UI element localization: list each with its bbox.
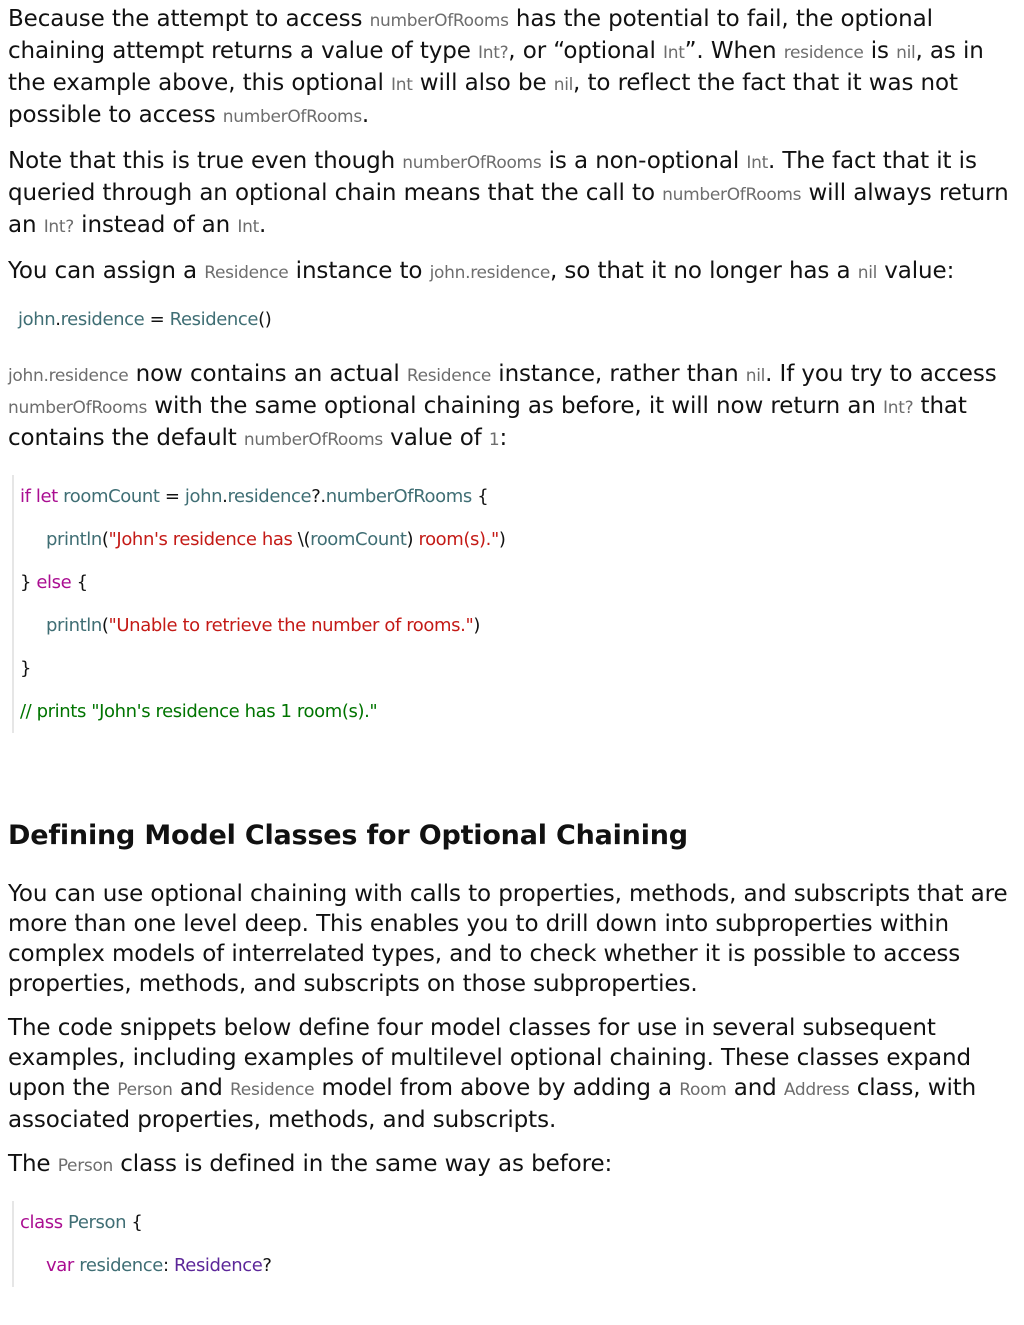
paragraph-assign-residence <box>8 256 1020 288</box>
code-block-assign <box>12 298 1020 341</box>
code-token: . <box>222 486 228 507</box>
code-token: Residence <box>169 309 259 330</box>
inline-code: Int? <box>478 43 509 63</box>
code-line <box>20 561 1020 604</box>
text: instead of an <box>73 212 238 238</box>
text: will also be <box>412 70 554 96</box>
code-token: residence <box>79 1255 163 1276</box>
text: value: <box>877 258 955 284</box>
code-line <box>20 647 1020 690</box>
text: and <box>172 1075 231 1101</box>
inline-code: nil <box>857 263 878 283</box>
inline-code: Address <box>783 1080 850 1100</box>
text: class, with associated properties, methods, and subscripts. <box>8 1075 977 1133</box>
text: has the potential to fail, the optional chaining attempt returns a value of type <box>8 6 933 64</box>
code-token: println <box>46 615 102 636</box>
code-token: ( <box>101 615 109 636</box>
inline-code: numberOfRooms <box>369 11 509 31</box>
code-token: () <box>258 309 272 330</box>
code-token: ? <box>262 1255 272 1276</box>
inline-code: john.residence <box>8 366 129 386</box>
code-token: : <box>162 1255 174 1276</box>
code-line <box>18 298 1020 341</box>
inline-code: Person <box>57 1156 114 1176</box>
inline-code: Int? <box>883 398 914 418</box>
code-token: \( <box>297 529 311 550</box>
code-token: "Unable to retrieve the number of rooms." <box>108 615 474 636</box>
code-token: if <box>20 486 31 507</box>
inline-code: nil <box>745 366 766 386</box>
code-token: ( <box>101 529 109 550</box>
inline-code: numberOfRooms <box>402 153 542 173</box>
text: . The fact that it is queried through an optional chain means that the call to <box>8 148 977 206</box>
inline-code: Room <box>679 1080 727 1100</box>
paragraph-now-contains <box>8 359 1020 455</box>
text: You can assign a <box>8 258 205 284</box>
code-token: { <box>126 1212 143 1233</box>
text: : <box>499 425 508 451</box>
inline-code: Residence <box>204 263 289 283</box>
text: , to reflect the fact that it was not possible to access <box>8 70 958 128</box>
text: now contains an actual <box>128 361 407 387</box>
text: will always return an <box>8 180 1009 238</box>
code-token: var <box>46 1255 74 1276</box>
code-token: roomCount <box>310 529 407 550</box>
inline-code: Int <box>746 153 768 173</box>
text: The <box>8 1151 58 1177</box>
text: ”. When <box>684 38 784 64</box>
code-token: } <box>20 572 37 593</box>
code-token: println <box>46 529 102 550</box>
text: that contains the default <box>8 393 967 451</box>
inline-code: numberOfRooms <box>243 430 383 450</box>
code-token: numberOfRooms <box>325 486 472 507</box>
text: . If you try to access <box>765 361 997 387</box>
text: instance to <box>288 258 430 284</box>
text: and <box>726 1075 784 1101</box>
code-token: room(s)." <box>413 529 499 550</box>
code-line <box>20 1244 1020 1287</box>
text: with the same optional chaining as before, it will now return an <box>147 393 884 419</box>
code-token: ) <box>498 529 506 550</box>
code-line <box>20 518 1020 561</box>
code-token: . <box>55 309 61 330</box>
inline-code: Int <box>391 75 413 95</box>
paragraph-person-class <box>8 1149 1020 1181</box>
text: Because the attempt to access <box>8 6 370 32</box>
text: model from above by adding a <box>314 1075 680 1101</box>
code-token: john <box>18 309 56 330</box>
text: is a non-optional <box>541 148 747 174</box>
code-token: residence <box>60 309 145 330</box>
inline-code: Residence <box>230 1080 315 1100</box>
code-token: residence <box>227 486 312 507</box>
code-token: ?. <box>311 486 326 507</box>
text: class is defined in the same way as before: <box>113 1151 613 1177</box>
inline-code: nil <box>553 75 574 95</box>
code-token: } <box>20 658 32 679</box>
inline-code: numberOfRooms <box>662 185 802 205</box>
inline-code: numberOfRooms <box>222 107 362 127</box>
code-token: "John's residence has <box>108 529 298 550</box>
inline-code: Int <box>663 43 685 63</box>
code-comment: // prints "John's residence has 1 room(s)." <box>20 701 378 722</box>
code-token: class <box>20 1212 63 1233</box>
code-token: john <box>184 486 223 507</box>
paragraph-non-optional <box>8 146 1020 242</box>
code-token: roomCount <box>63 486 160 507</box>
inline-code: residence <box>783 43 864 63</box>
inline-code: Residence <box>406 366 492 386</box>
code-line <box>20 475 1020 518</box>
code-token: = <box>144 309 170 330</box>
paragraph-optional-result <box>8 4 1020 132</box>
inline-code: numberOfRooms <box>8 398 148 418</box>
code-token: ) <box>473 615 480 636</box>
code-block-if-let <box>12 475 1020 733</box>
text: Note that this is true even though <box>8 148 403 174</box>
text: , as in the example above, this optional <box>8 38 984 96</box>
code-block-person <box>12 1201 1020 1287</box>
inline-code: nil <box>896 43 916 63</box>
code-token: ) <box>406 529 414 550</box>
code-token: Residence <box>173 1255 263 1276</box>
code-token: Person <box>68 1212 127 1233</box>
text: instance, rather than <box>491 361 746 387</box>
text: is <box>863 38 897 64</box>
code-line <box>20 690 1020 733</box>
code-line <box>20 1201 1020 1244</box>
text: . <box>258 212 267 238</box>
text: , or “optional <box>508 38 664 64</box>
code-token: { <box>71 572 88 593</box>
code-token: let <box>35 486 58 507</box>
inline-code: 1 <box>488 430 500 450</box>
section-heading: Defining Model Classes for Optional Chaining <box>8 820 688 851</box>
text: . <box>361 102 370 128</box>
inline-code: Int <box>237 217 259 237</box>
paragraph-model-classes <box>8 1013 1020 1135</box>
code-line <box>20 604 1020 647</box>
code-token: else <box>36 572 72 593</box>
inline-code: Int? <box>43 217 74 237</box>
code-token: = <box>159 486 185 507</box>
text: , so that it no longer has a <box>550 258 858 284</box>
inline-code: Person <box>117 1080 173 1100</box>
document-page <box>8 4 1020 1287</box>
inline-code: john.residence <box>429 263 550 283</box>
text: The code snippets below define four model classes for use in several subsequent examples, including examples of multilevel optional chaining. These classes expand upon the <box>8 1015 972 1101</box>
text: value of <box>382 425 489 451</box>
paragraph-multilevel: You can use optional chaining with calls to properties, methods, and subscripts that are more than one level deep. This enables you to drill down into subproperties within complex models of interrelated types, and to check whether it is possible to access properties, methods, and subscripts on those subproperties. <box>8 881 1008 997</box>
code-token: { <box>471 486 489 507</box>
